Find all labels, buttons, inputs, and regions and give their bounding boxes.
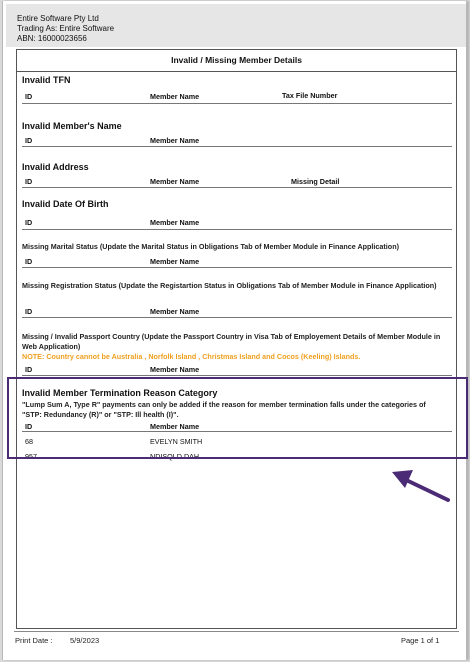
report-title: Invalid / Missing Member Details: [17, 50, 456, 72]
divider: [22, 187, 452, 188]
divider: [22, 146, 452, 147]
divider: [22, 317, 452, 318]
col-id: ID: [25, 257, 33, 266]
col-member-name: Member Name: [150, 365, 200, 374]
print-date: 5/9/2023: [70, 636, 100, 645]
col-missing-detail: Missing Detail: [291, 177, 340, 186]
divider: [22, 267, 452, 268]
col-id: ID: [25, 307, 33, 316]
table-row-name: NDISQLD DAH: [150, 452, 200, 461]
divider: [22, 103, 452, 104]
col-member-name: Member Name: [150, 177, 200, 186]
section-title-termination: Invalid Member Termination Reason Category: [22, 388, 218, 398]
arrow-icon: [388, 466, 453, 506]
col-id: ID: [25, 177, 33, 186]
termination-note: "Lump Sum A, Type R" payments can only be added if the reason for member termination falls under the categories of "STP: Redundancy (R)" or "STP: Ill health (I)".: [22, 400, 426, 419]
col-member-name: Member Name: [150, 136, 200, 145]
divider: [22, 229, 452, 230]
section-title-registration: Missing Registration Status (Update the Registartion Status in Obligations Tab of Member Module in Finance Application): [22, 281, 437, 290]
col-member-name: Member Name: [150, 422, 200, 431]
col-id: ID: [25, 422, 33, 431]
print-date-label: Print Date :: [15, 636, 53, 645]
col-id: ID: [25, 218, 33, 227]
col-member-name: Member Name: [150, 218, 200, 227]
report-frame: [16, 49, 457, 629]
trading-as: Trading As: Entire Software: [17, 24, 115, 33]
section-title-dob: Invalid Date Of Birth: [22, 199, 109, 209]
abn: ABN: 16000023656: [17, 34, 87, 43]
table-row-name: EVELYN SMITH: [150, 437, 203, 446]
company-block: [17, 14, 114, 44]
highlight-box: [7, 377, 468, 459]
section-title-tfn: Invalid TFN: [22, 75, 71, 85]
col-tax-file-number: Tax File Number: [282, 91, 338, 100]
passport-note: NOTE: Country cannot be Australia , Norfolk Island , Christmas Island and Cocos (Keeling) Islands.: [22, 352, 361, 361]
page-number: Page 1 of 1: [401, 636, 440, 645]
col-member-name: Member Name: [150, 307, 200, 316]
footer-divider: [14, 631, 459, 632]
col-id: ID: [25, 136, 33, 145]
col-id: ID: [25, 92, 33, 101]
section-title-passport: Missing / Invalid Passport Country (Update the Passport Country in Visa Tab of Employement Details of Member Module in Web Application): [22, 332, 441, 351]
table-row-id: 68: [25, 437, 33, 446]
section-title-name: Invalid Member's Name: [22, 121, 122, 131]
section-title-address: Invalid Address: [22, 162, 89, 172]
report-page: [2, 1, 467, 660]
divider: [22, 375, 452, 376]
table-row-id: 957: [25, 452, 37, 461]
section-title-marital: Missing Marital Status (Update the Marital Status in Obligations Tab of Member Module in Finance Application): [22, 242, 399, 251]
col-member-name: Member Name: [150, 257, 200, 266]
col-member-name: Member Name: [150, 92, 200, 101]
company-name: Entire Software Pty Ltd: [17, 14, 99, 23]
col-id: ID: [25, 365, 33, 374]
